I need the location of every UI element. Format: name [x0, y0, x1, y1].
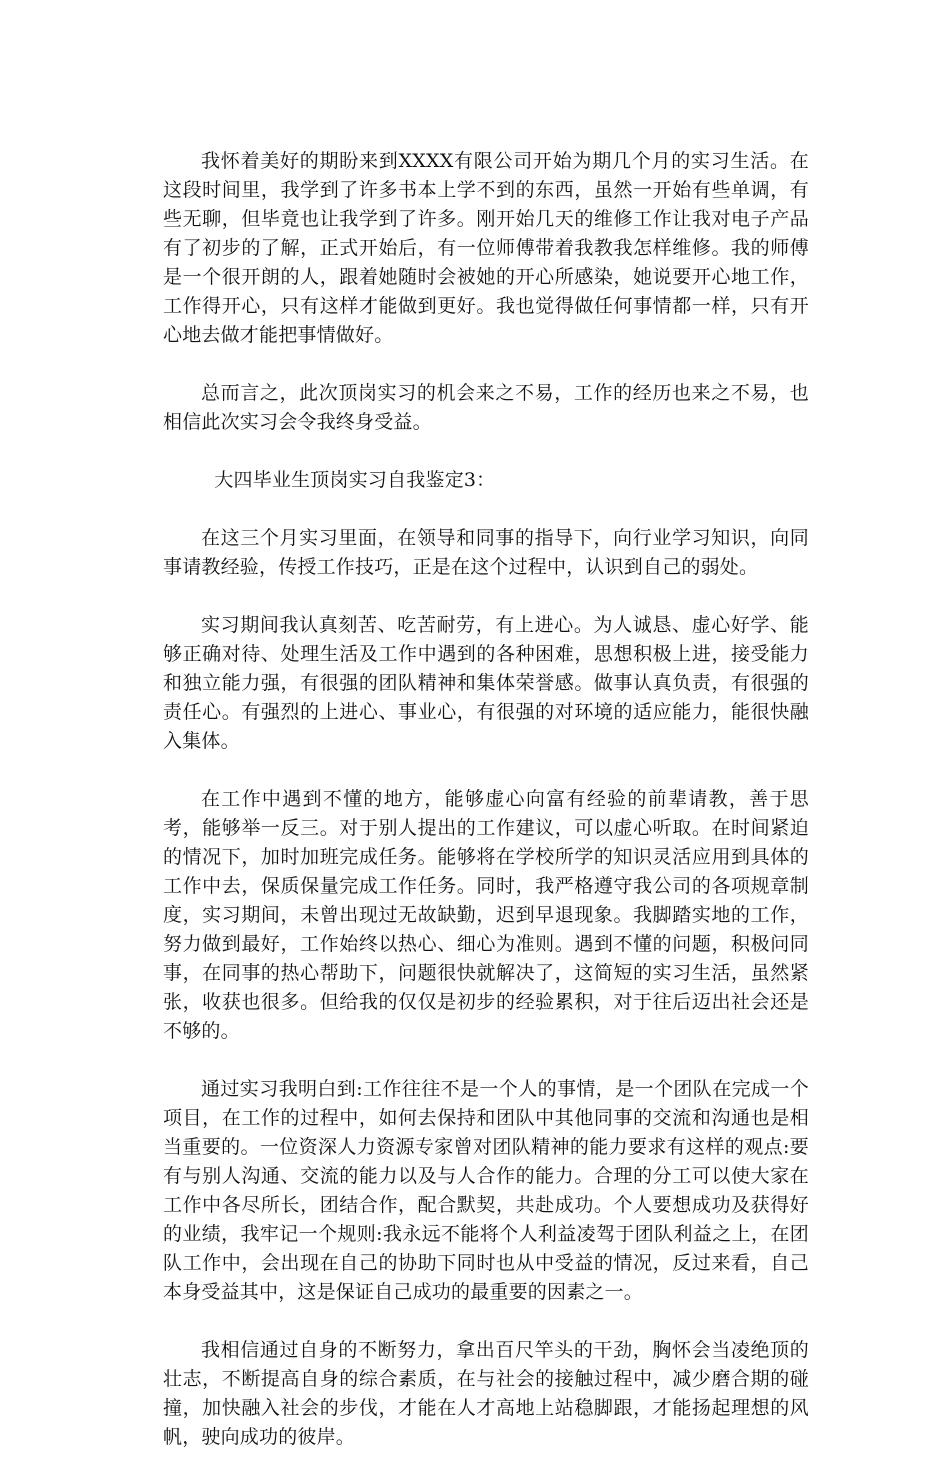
paragraph-attitude: 实习期间我认真刻苦、吃苦耐劳，有上进心。为人诚恳、虚心好学、能够正确对待、处理生活及工作中遇到的各种困难，思想积极上进，接受能力和独立能力强，有很强的团队精神和集体荣誉感。做事认真负责，有很强的责任心。有强烈的上进心、事业心，有很强的对环境的适应能力，能很快融入集体。: [163, 614, 809, 752]
paragraph-internship-experience: 我怀着美好的期盼来到XXXX有限公司开始为期几个月的实习生活。在这段时间里，我学到了许多书本上学不到的东西，虽然一开始有些单调，有些无聊，但毕竟也让我学到了许多。刚开始几天的维修工作让我对电子产品有了初步的了解，正式开始后，有一位师傅带着我教我怎样维修。我的师傅是一个很开朗的人，跟着她随时会被她的开心所感染，她说要开心地工作，工作得开心，只有这样才能做到更好。我也觉得做任何事情都一样，只有开心地去做才能把事情做好。: [163, 150, 809, 346]
paragraph-conclusion: 我相信通过自身的不断努力，拿出百尺竿头的干劲，胸怀会当凌绝顶的壮志，不断提高自身的综合素质，在与社会的接触过程中，减少磨合期的碰撞，加快融入社会的步伐，才能在人才高地上站稳脚跟，才能扬起理想的风帆，驶向成功的彼岸。: [163, 1339, 809, 1448]
paragraph-work-learning: 在工作中遇到不懂的地方，能够虚心向富有经验的前辈请教，善于思考，能够举一反三。对于别人提出的工作建议，可以虚心听取。在时间紧迫的情况下，加时加班完成任务。能够将在学校所学的知识灵活应用到具体的工作中去，保质保量完成工作任务。同时，我严格遵守我公司的各项规章制度，实习期间，未曾出现过无故缺勤，迟到早退现象。我脚踏实地的工作，努力做到最好，工作始终以热心、细心为准则。遇到不懂的问题，积极问同事，在同事的热心帮助下，问题很快就解决了，这简短的实习生活，虽然紧张，收获也很多。但给我的仅仅是初步的经验累积，对于往后迈出社会还是不够的。: [163, 788, 809, 1042]
section-heading: 大四毕业生顶岗实习自我鉴定3：: [214, 469, 496, 491]
paragraph-teamwork: 通过实习我明白到:工作往往不是一个人的事情，是一个团队在完成一个项目，在工作的过程中，如何去保持和团队中其他同事的交流和沟通也是相当重要的。一位资深人力资源专家曾对团队精神的能力要求有这样的观点:要有与别人沟通、交流的能力以及与人合作的能力。合理的分工可以使大家在工作中各尽所长，团结合作，配合默契，共赴成功。个人要想成功及获得好的业绩，我牢记一个规则:我永远不能将个人利益凌驾于团队利益之上，在团队工作中，会出现在自己的协助下同时也从中受益的情况，反过来看，自己本身受益其中，这是保证自己成功的最重要的因素之一。: [163, 1078, 809, 1303]
paragraph-summary: 总而言之，此次顶岗实习的机会来之不易，工作的经历也来之不易，也相信此次实习会令我终身受益。: [163, 382, 809, 433]
paragraph-three-months: 在这三个月实习里面，在领导和同事的指导下，向行业学习知识，向同事请教经验，传授工作技巧，正是在这个过程中，认识到自己的弱处。: [163, 527, 809, 578]
document-body: [163, 147, 809, 1481]
